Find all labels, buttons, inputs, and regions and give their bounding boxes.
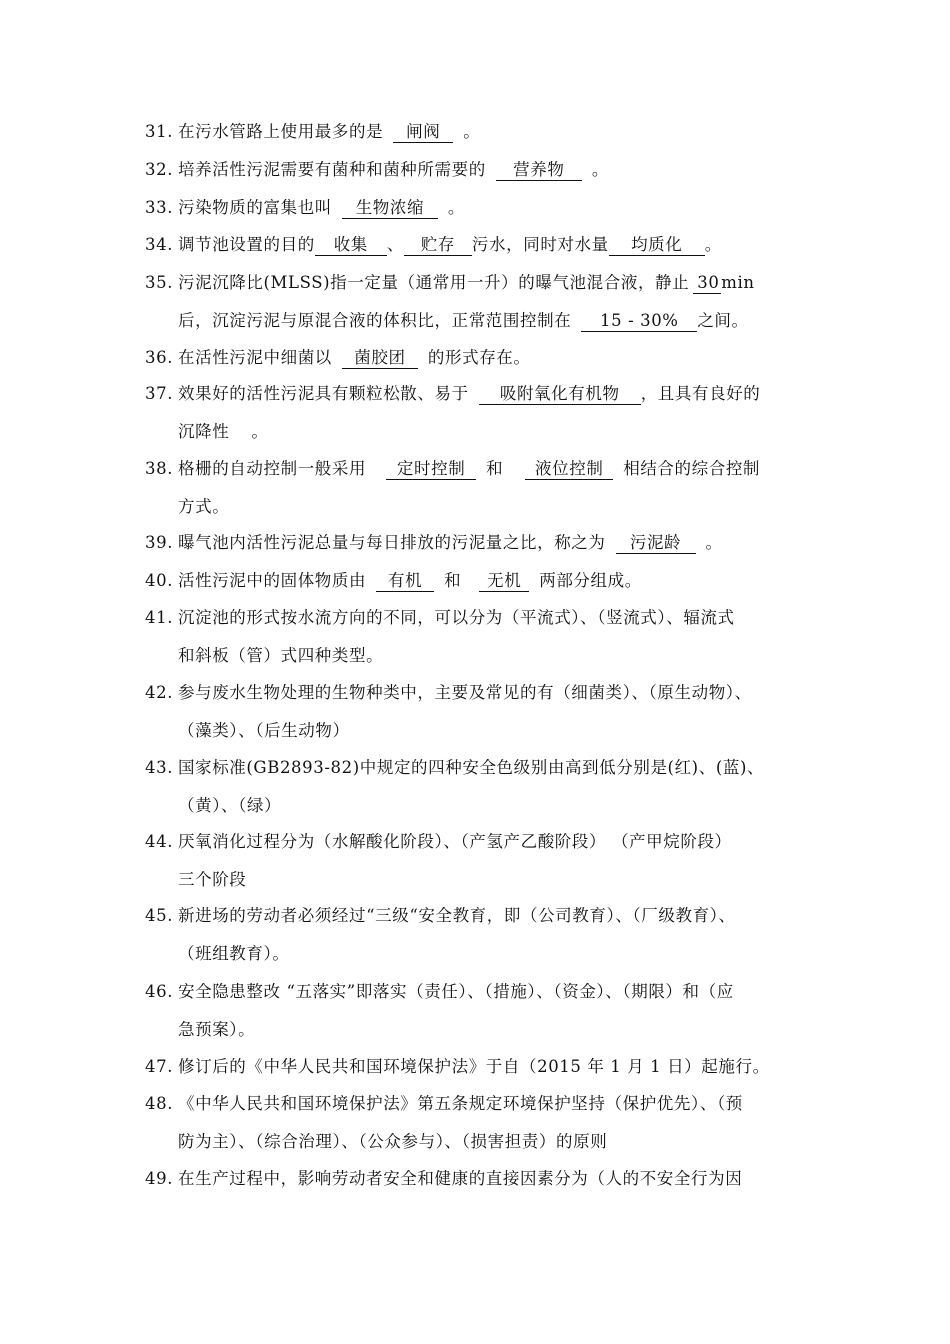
answer-blank: 营养物 bbox=[496, 160, 582, 181]
answer-blank: 定时控制 bbox=[386, 459, 476, 480]
question-text: 防为主）、（综合治理）、（公众参与）、（损害担责）的原则 bbox=[178, 1131, 608, 1151]
answer-blank: 30 bbox=[693, 273, 721, 294]
answer-blank: 生物浓缩 bbox=[342, 198, 438, 219]
question-text: 在活性污泥中细菌以 bbox=[178, 348, 332, 367]
question-49 bbox=[145, 1160, 810, 1198]
question-text: 后，沉淀污泥与原混合液的体积比，正常范围控制在 bbox=[178, 310, 572, 330]
question-text: 调节池设置的目的 bbox=[178, 235, 315, 254]
question-42 bbox=[145, 674, 810, 749]
question-text: 曝气池内活性污泥总量与每日排放的污泥量之比，称之为 bbox=[178, 533, 606, 552]
question-47 bbox=[145, 1048, 810, 1086]
question-text: 急预案）。 bbox=[178, 1019, 256, 1039]
question-32 bbox=[145, 151, 810, 189]
question-text: 格栅的自动控制一般采用 bbox=[178, 459, 367, 478]
question-text: 安全隐患整改 “五落实”即落实（责任）、（措施）、（资金）、（期限）和（应 bbox=[178, 982, 734, 1001]
question-number: 40. bbox=[145, 571, 174, 590]
question-number: 49. bbox=[145, 1169, 174, 1188]
answer-blank: 贮存 bbox=[404, 235, 472, 256]
question-text: ，且具有良好的 bbox=[640, 384, 761, 403]
question-number: 32. bbox=[145, 160, 174, 179]
answer-blank: 均质化 bbox=[609, 235, 705, 256]
question-number: 41. bbox=[145, 608, 174, 627]
question-text: 参与废水生物处理的生物种类中，主要及常见的有（细菌类）、（原生动物）、 bbox=[178, 683, 752, 702]
question-number: 47. bbox=[145, 1057, 174, 1076]
question-text: （班组教育）。 bbox=[178, 943, 290, 963]
question-41 bbox=[145, 599, 810, 674]
answer-blank: 液位控制 bbox=[525, 459, 613, 480]
question-36 bbox=[145, 339, 810, 377]
question-text: （藻类）、（后生动物） bbox=[178, 720, 350, 740]
question-text: 沉降性 bbox=[178, 421, 230, 441]
question-text: 在污水管路上使用最多的是 bbox=[178, 122, 384, 141]
question-text: 。 bbox=[251, 421, 269, 441]
answer-blank: 15 - 30% bbox=[581, 311, 697, 332]
question-number: 31. bbox=[145, 122, 174, 141]
question-text: 。 bbox=[463, 122, 481, 141]
question-number: 43. bbox=[145, 758, 174, 777]
question-text: 方式。 bbox=[178, 496, 230, 516]
answer-blank: 污泥龄 bbox=[616, 533, 696, 554]
question-text: 新进场的劳动者必须经过“三级“安全教育，即（公司教育）、（厂级教育）、 bbox=[178, 906, 736, 925]
question-text: 修订后的《中华人民共和国环境保护法》于自（2015 年 1 月 1 日）起施行。 bbox=[178, 1057, 770, 1076]
question-number: 38. bbox=[145, 459, 174, 478]
question-number: 36. bbox=[145, 348, 174, 367]
answer-blank: 有机 bbox=[376, 571, 434, 592]
question-text: 。 bbox=[705, 533, 723, 552]
answer-blank: 无机 bbox=[479, 571, 529, 592]
question-text: 和 bbox=[444, 571, 462, 590]
question-text: 。 bbox=[704, 235, 722, 254]
question-text: 国家标准(GB2893-82)中规定的四种安全色级别由高到低分别是(红)、(蓝)、 bbox=[178, 758, 765, 777]
question-text: 培养活性污泥需要有菌种和菌种所需要的 bbox=[178, 160, 486, 179]
question-31 bbox=[145, 113, 810, 151]
question-43 bbox=[145, 749, 810, 824]
question-33 bbox=[145, 189, 810, 227]
question-text: 和 bbox=[486, 459, 504, 478]
question-48 bbox=[145, 1085, 810, 1160]
question-text: 相结合的综合控制 bbox=[623, 459, 761, 478]
question-text: （黄）、（绿） bbox=[178, 795, 282, 815]
question-number: 37. bbox=[145, 384, 174, 403]
question-text: 三个阶段 bbox=[178, 869, 247, 889]
question-number: 44. bbox=[145, 832, 174, 851]
question-text: 、 bbox=[386, 235, 404, 254]
question-text: 污泥沉降比(MLSS)指一定量（通常用一升）的曝气池混合液，静止 bbox=[178, 273, 690, 292]
question-text: 污水，同时对水量 bbox=[471, 235, 609, 254]
question-number: 34. bbox=[145, 235, 174, 254]
question-text: 。 bbox=[591, 160, 609, 179]
question-37 bbox=[145, 375, 810, 450]
question-text: 。 bbox=[447, 198, 466, 217]
answer-blank: 菌胶团 bbox=[342, 348, 418, 369]
question-40 bbox=[145, 562, 810, 600]
question-46 bbox=[145, 973, 810, 1048]
question-text: 沉淀池的形式按水流方向的不同，可以分为（平流式）、（竖流式）、辐流式 bbox=[178, 608, 735, 627]
question-number: 42. bbox=[145, 683, 174, 702]
question-34 bbox=[145, 226, 810, 264]
answer-blank: 吸附氧化有机物 bbox=[479, 384, 641, 405]
question-38 bbox=[145, 450, 810, 525]
question-text: 和斜板（管）式四种类型。 bbox=[178, 645, 384, 665]
question-text: 污染物质的富集也叫 bbox=[178, 198, 332, 217]
question-text: 的形式存在。 bbox=[427, 348, 531, 367]
question-number: 48. bbox=[145, 1094, 174, 1113]
question-text: 活性污泥中的固体物质由 bbox=[178, 571, 367, 590]
question-39 bbox=[145, 524, 810, 562]
question-text: 厌氧消化过程分为（水解酸化阶段）、（产氢产乙酸阶段） （产甲烷阶段） bbox=[178, 832, 732, 851]
question-text: 在生产过程中，影响劳动者安全和健康的直接因素分为（人的不安全行为因 bbox=[178, 1169, 743, 1188]
question-number: 45. bbox=[145, 906, 174, 925]
question-number: 39. bbox=[145, 533, 174, 552]
question-35 bbox=[145, 264, 810, 339]
question-number: 33. bbox=[145, 198, 174, 217]
question-text: 效果好的活性污泥具有颗粒松散、易于 bbox=[178, 384, 469, 403]
question-text: 之间。 bbox=[697, 310, 749, 330]
question-45 bbox=[145, 897, 810, 972]
answer-blank: 闸阀 bbox=[393, 122, 453, 143]
question-number: 35. bbox=[145, 273, 174, 292]
answer-blank: 收集 bbox=[315, 235, 387, 256]
question-number: 46. bbox=[145, 982, 174, 1001]
question-text: min bbox=[721, 273, 755, 292]
question-text: 两部分组成。 bbox=[539, 571, 642, 590]
question-text: 《中华人民共和国环境保护法》第五条规定环境保护坚持（保护优先）、（预 bbox=[178, 1094, 743, 1113]
question-44 bbox=[145, 823, 810, 898]
